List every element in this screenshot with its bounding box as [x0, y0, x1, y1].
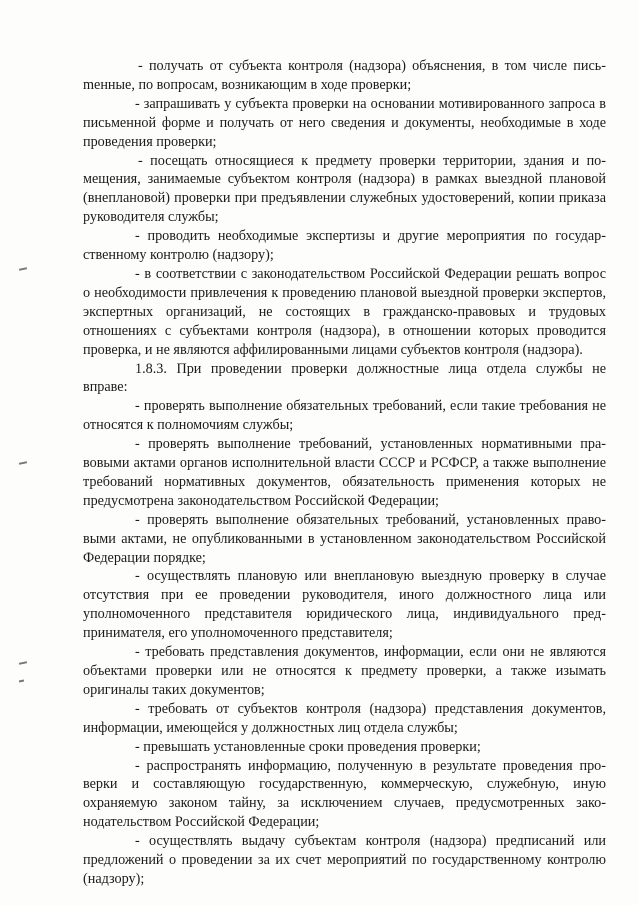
paragraph: - требовать от субъектов контроля (надзора) представления документов, информации, имеющейся у должностных лиц отдела службы;	[83, 700, 606, 736]
paragraph: - требовать представления документов, информации, если они не являются объектами проверки или не относятся к предмету проверки, а также изымать оригиналы таких документов;	[83, 644, 606, 698]
paragraph: - проводить необходимые экспертизы и другие мероприятия по государственному контролю (надзору);	[83, 228, 606, 264]
margin-mark	[19, 661, 27, 665]
paragraph: - в соответствии с законодательством Российской Федерации решать вопрос о необходимости привлечения к проведению плановой выездной проверки экспертов, экспертных организаций, не состоящих в гражданско-правовых и трудовых отношениях с субъектами контроля (надзора), в отношении которых проводится проверка, и не являются аффилированными лицами субъектов контроля (надзора).	[83, 265, 606, 358]
paragraph: - распространять информацию, полученную в результате проведения проверки и составляющую государственную, коммерческую, служебную, иную охраняемую законом тайну, за исключением случаев, предусмотренных законодательством Российской Федерации;	[83, 757, 606, 831]
margin-mark	[19, 267, 27, 271]
paragraph: - проверять выполнение требований, установленных нормативными правовыми актами органов исполнительной власти СССР и РСФСР, а также выполнение требований нормативных документов, обязательность применения которых не предусмотрена законодательством Российской Федерации;	[83, 436, 606, 509]
paragraph: - превышать установленные сроки проведения проверки;	[135, 738, 481, 755]
margin-mark	[19, 461, 27, 465]
paragraph: - проверять выполнение обязательных требований, установленных правовыми актами, не опубликованными в установленном законодательством Российской Федерации порядке;	[83, 511, 606, 566]
paragraph: - осуществлять плановую или внеплановую выездную проверку в случае отсутствия при ее проведении руководителя, иного должностного лица или уполномоченного представителя юридического лица, индивидуального предпринимателя, его уполномоченного представителя;	[83, 568, 606, 642]
paragraph: - получать от субъекта контроля (надзора) объяснения, в том числе письmенные, по вопросам, возникающим в ходе проверки;	[83, 58, 606, 93]
paragraph: - посещать относящиеся к предмету проверки территории, здания и помещения, занимаемые субъектом контроля (надзора) в рамках выездной плановой (внеплановой) проверки при предъявлении служебных удостоверений, копии приказа руководителя службы;	[83, 152, 606, 226]
document-body	[83, 57, 606, 889]
margin-mark	[19, 680, 24, 683]
paragraph: - проверять выполнение обязательных требований, если такие требования не относятся к полномочиям службы;	[83, 398, 606, 434]
paragraph: - осуществлять выдачу субъектам контроля (надзора) предписаний или предложений о проведении за их счет мероприятий по государственному контролю (надзору);	[83, 833, 606, 887]
paragraph: 1.8.3. При проведении проверки должностные лица отдела службы не вправе:	[83, 360, 606, 396]
paragraph: - запрашивать у субъекта проверки на основании мотивированного запроса в письменной форме и получать от него сведения и документы, необходимые в ходе проведения проверки;	[83, 95, 606, 150]
